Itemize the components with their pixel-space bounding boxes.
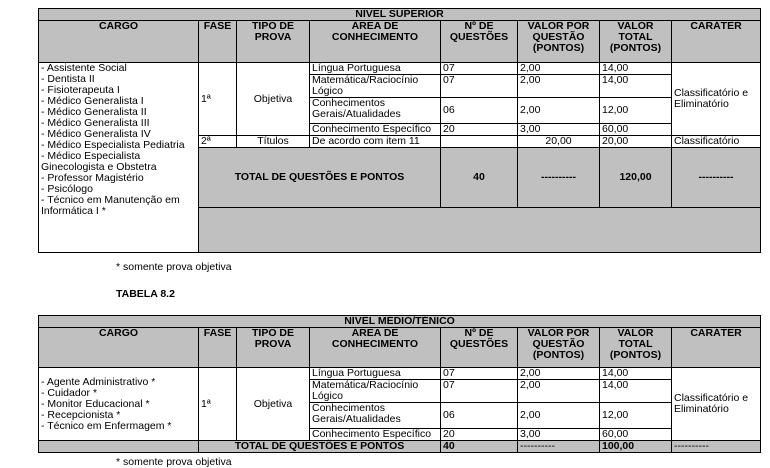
fase-cell: 1ª [199,368,237,441]
tipo-cell: Objetiva [237,63,310,136]
valor-questao-cell: 2,00 [518,75,600,98]
valor-total-cell: 14,00 [600,380,672,403]
questoes-cell: 07 [441,63,518,75]
table-nivel-superior [38,8,761,253]
header-valor-total: VALOR TOTAL (PONTOS) [600,328,672,368]
valor-total-cell: 60,00 [600,124,672,136]
carater-cell: Classificatório e Eliminatório [672,368,761,441]
total-carater: ---------- [672,441,761,453]
header-carater: CARÁTER [672,21,761,63]
valor-total-cell: 20,00 [600,136,672,148]
total-blank [39,441,199,453]
valor-total-cell: 12,00 [600,98,672,124]
header-cargo: CARGO [39,21,199,63]
header-valor-total: VALOR TOTAL (PONTOS) [600,21,672,63]
area-cell: Conhecimento Específico [310,124,441,136]
header-cargo: CARGO [39,328,199,368]
questoes-cell: 07 [441,368,518,380]
carater-cell: Classificatório e Eliminatório [672,63,761,136]
questoes-cell: 07 [441,75,518,98]
questoes-cell: 07 [441,380,518,403]
valor-questao-cell: 20,00 [518,136,600,148]
header-area: ÁREA DE CONHECIMENTO [310,328,441,368]
fase-cell: 1ª [199,63,237,136]
header-carater: CARÁTER [672,328,761,368]
total-valor-total: 100,00 [600,441,672,453]
questoes-cell: 20 [441,124,518,136]
area-cell: Matemática/Raciocínio Lógico [310,75,441,98]
area-cell: De acordo com item 11 [310,136,441,148]
cargo-list: - Assistente Social - Dentista II - Fisioterapeuta I - Médico Generalista I - Médico Generalista II - Médico Generalista III - Médico Generalista IV - Médico Especialista Pediatria - Médico Especialista Ginecologista e Obstetra - Professor Magistério - Psicólogo - Técnico em Manutenção em Informática I * [39,63,199,253]
footnote: * somente prova objetiva [116,456,232,468]
area-cell: Língua Portuguesa [310,368,441,380]
valor-total-cell: 14,00 [600,368,672,380]
tipo-cell: Títulos [237,136,310,148]
valor-total-cell: 14,00 [600,75,672,98]
total-valor-total: 120,00 [600,148,672,208]
total-valor-questao: ---------- [518,441,600,453]
area-cell: Conhecimentos Gerais/Atualidades [310,403,441,429]
area-cell: Conhecimento Específico [310,429,441,441]
total-label: TOTAL DE QUESTÕES E PONTOS [199,441,441,453]
header-valor-questao: VALOR POR QUESTÃO (PONTOS) [518,328,600,368]
header-fase: FASE [199,328,237,368]
questoes-cell [441,136,518,148]
questoes-cell: 20 [441,429,518,441]
header-tipo: TIPO DE PROVA [237,328,310,368]
table-nivel-medio [38,315,761,453]
area-cell: Matemática/Raciocínio Lógico [310,380,441,403]
valor-questao-cell: 2,00 [518,63,600,75]
valor-questao-cell: 2,00 [518,380,600,403]
header-area: ÁREA DE CONHECIMENTO [310,21,441,63]
valor-total-cell: 12,00 [600,403,672,429]
total-valor-questao: ---------- [518,148,600,208]
header-questoes: Nº DE QUESTÕES [441,21,518,63]
total-questoes: 40 [441,148,518,208]
table-caption: TABELA 8.2 [116,288,175,300]
valor-total-cell: 14,00 [600,63,672,75]
valor-questao-cell: 3,00 [518,429,600,441]
table-filler [199,208,761,253]
questoes-cell: 06 [441,403,518,429]
valor-questao-cell: 2,00 [518,368,600,380]
valor-total-cell: 60,00 [600,429,672,441]
table-title: NÍVEL MÉDIO/TÉNICO [39,316,761,328]
footnote: * somente prova objetiva [116,261,232,273]
fase-cell: 2ª [199,136,237,148]
questoes-cell: 06 [441,98,518,124]
total-carater: ---------- [672,148,761,208]
total-questoes: 40 [441,441,518,453]
area-cell: Conhecimentos Gerais/Atualidades [310,98,441,124]
valor-questao-cell: 3,00 [518,124,600,136]
total-label: TOTAL DE QUESTÕES E PONTOS [199,148,441,208]
carater-cell: Classificatório [672,136,761,148]
table-title: NÍVEL SUPERIOR [39,9,761,21]
area-cell: Língua Portuguesa [310,63,441,75]
header-tipo: TIPO DE PROVA [237,21,310,63]
tipo-cell: Objetiva [237,368,310,441]
cargo-list: - Agente Administrativo * - Cuidador * - Monitor Educacional * - Recepcionista * - Técnico em Enfermagem * [39,368,199,441]
header-valor-questao: VALOR POR QUESTÃO (PONTOS) [518,21,600,63]
valor-questao-cell: 2,00 [518,403,600,429]
valor-questao-cell: 2,00 [518,98,600,124]
header-questoes: Nº DE QUESTÕES [441,328,518,368]
header-fase: FASE [199,21,237,63]
